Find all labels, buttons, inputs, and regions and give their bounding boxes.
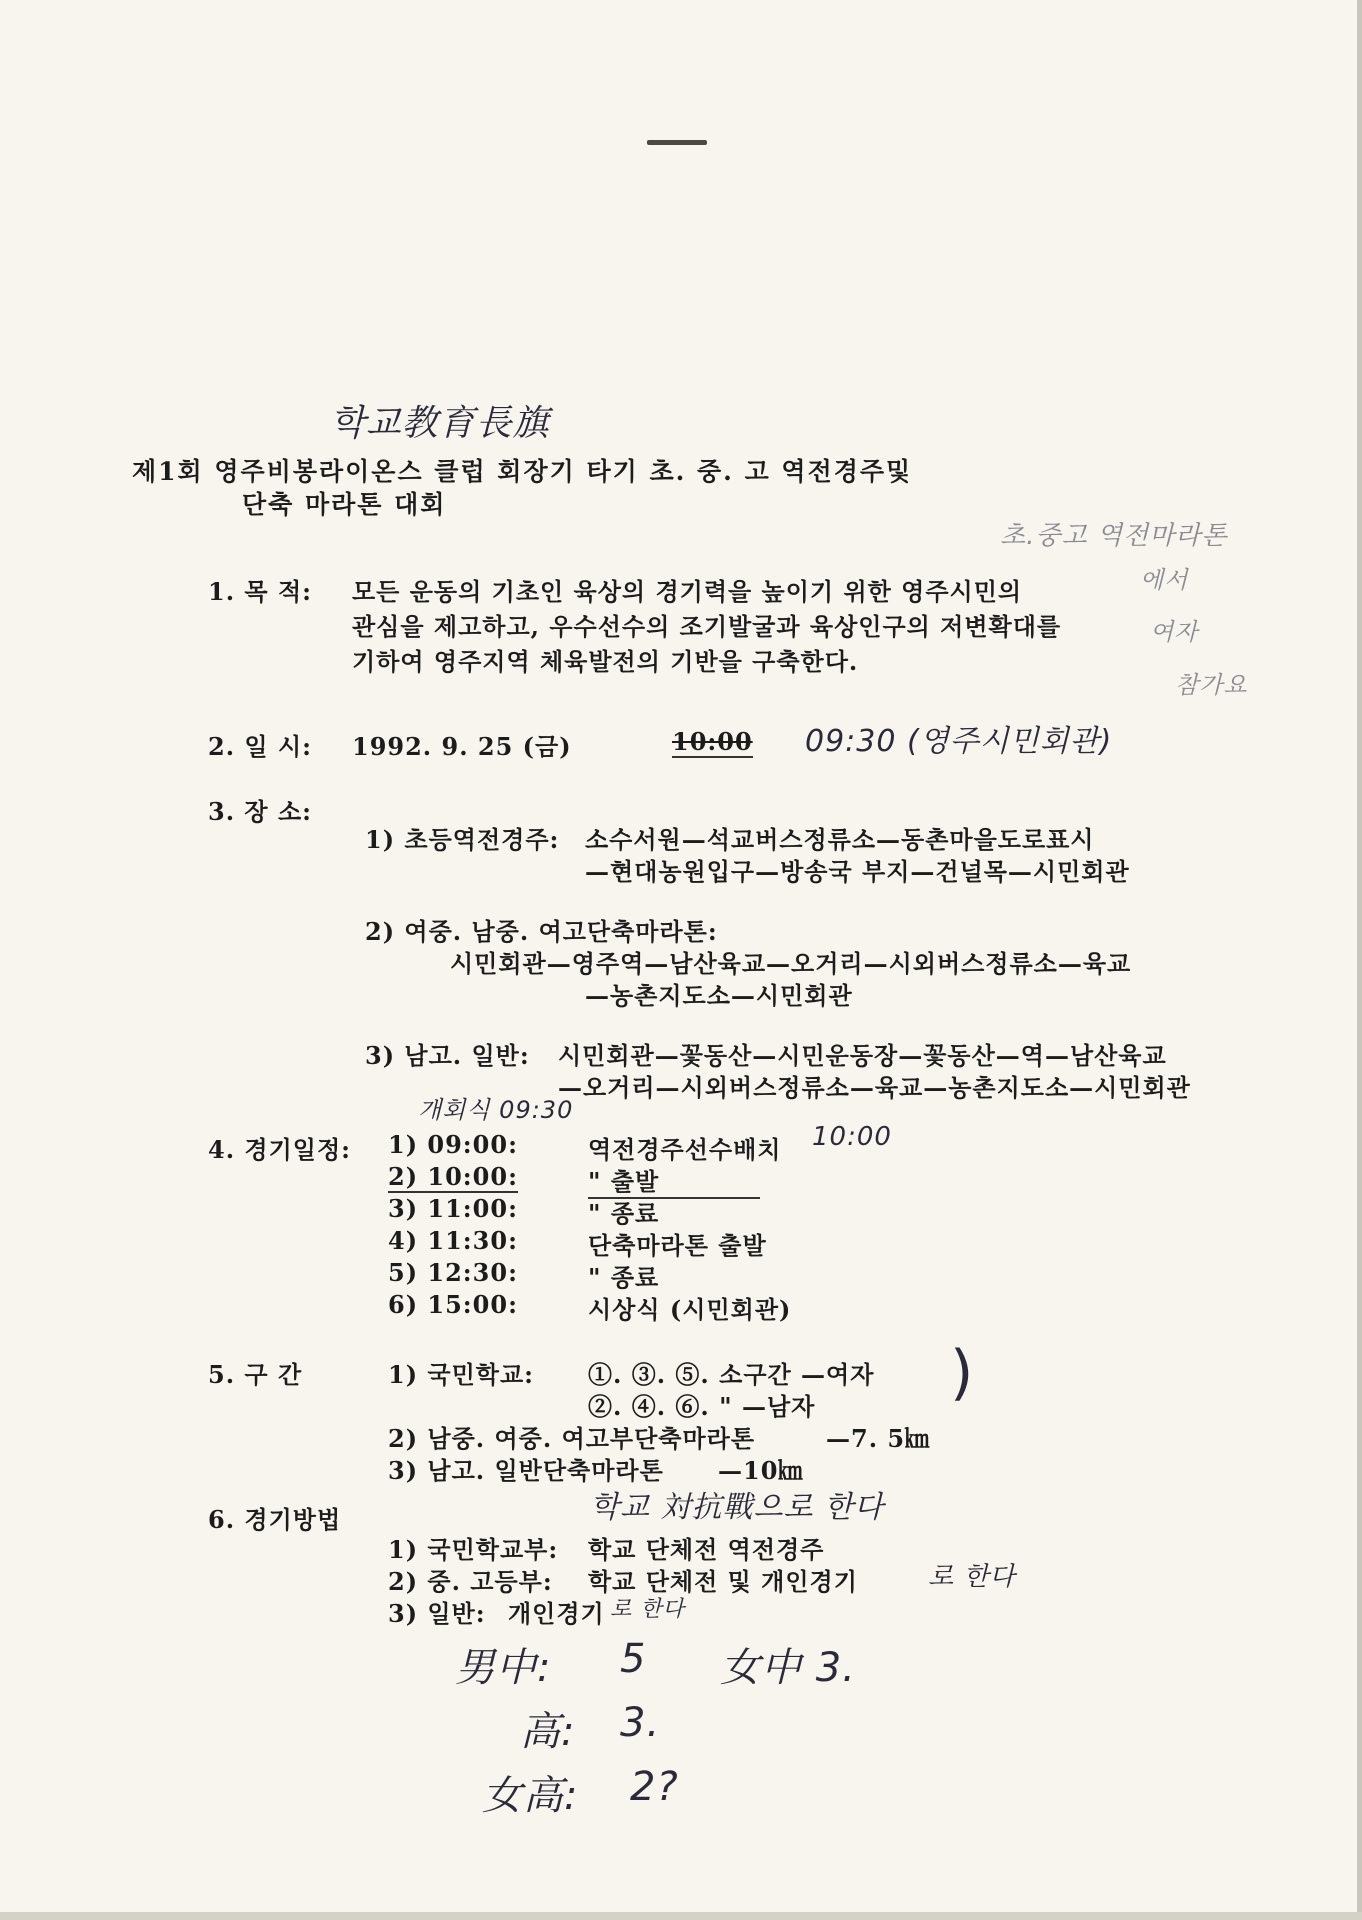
- interval-row-3-text: —7. 5㎞: [826, 1424, 931, 1453]
- schedule-row-1-text: 역전경주선수배치: [588, 1135, 782, 1164]
- section-3-item1-line1: 소수서원—석교버스정류소—동촌마을도로표시: [585, 825, 1095, 854]
- staple-mark: [647, 140, 707, 145]
- tally-row-3-value: 2?: [630, 1764, 679, 1810]
- schedule-row-4-text: 단축마라톤 출발: [588, 1231, 767, 1260]
- section-3-item3-head: 3) 남고. 일반:: [365, 1041, 530, 1070]
- section-3-item2-line1: 시민회관—영주역—남산육교—오거리—시외버스정류소—육교: [450, 949, 1132, 978]
- handwritten-brace: ): [950, 1338, 975, 1408]
- schedule-row-5-time: 5) 12:30:: [388, 1258, 518, 1287]
- method-row-3-head: 3) 일반:: [388, 1599, 486, 1628]
- section-3-item2-head: 2) 여중. 남중. 여고단축마라톤:: [365, 917, 718, 946]
- schedule-row-3-text: " 종료: [588, 1199, 660, 1228]
- interval-row-2-text: ②. ④. ⑥. " —남자: [588, 1392, 816, 1421]
- section-2-label: 2. 일 시:: [208, 732, 312, 761]
- handwritten-margin-line4: 참가요: [1175, 671, 1248, 699]
- handwritten-s6-above: 학교 対抗戰으로 한다: [590, 1490, 884, 1525]
- section-5-label: 5. 구 간: [208, 1360, 303, 1389]
- section-3-item3-line2: —오거리—시외버스정류소—육교—농촌지도소—시민회관: [558, 1073, 1191, 1102]
- section-2-time: 10:00: [672, 727, 753, 756]
- section-3-item1-head: 1) 초등역전경주:: [365, 825, 560, 854]
- tally-row-3-label: 女高:: [482, 1773, 579, 1819]
- schedule-row-4-time: 4) 11:30:: [388, 1226, 518, 1255]
- tally-row-1-label: 男中:: [455, 1645, 552, 1691]
- section-1-line2: 관심을 제고하고, 우수선수의 조기발굴과 육상인구의 저변확대를: [352, 612, 1062, 641]
- page-edge-bottom: [0, 1912, 1362, 1920]
- method-row-2-head: 2) 중. 고등부:: [388, 1567, 553, 1596]
- tally-row-2-label: 高:: [520, 1709, 576, 1755]
- section-3-label: 3. 장 소:: [208, 797, 312, 826]
- schedule-row-6-time: 6) 15:00:: [388, 1290, 518, 1319]
- section-6-label: 6. 경기방법: [208, 1505, 342, 1534]
- interval-row-1-text: ①. ③. ⑤. 소구간 —여자: [588, 1360, 875, 1389]
- interval-row-1-head: 1) 국민학교:: [388, 1360, 535, 1389]
- schedule-row-2-time: 2) 10:00:: [388, 1162, 518, 1191]
- page-edge-right: [1357, 0, 1362, 1920]
- interval-row-4-head: 3) 남고. 일반단축마라톤: [388, 1456, 664, 1485]
- section-3-item3-line1: 시민회관—꽃동산—시민운동장—꽃동산—역—남산육교: [558, 1041, 1167, 1070]
- handwritten-margin-line2: 에서: [1140, 566, 1189, 594]
- interval-row-4-text: —10㎞: [718, 1456, 804, 1485]
- handwritten-s6-r3-suffix: 로 한다: [610, 1597, 685, 1622]
- page-title-line1: 제1회 영주비봉라이온스 클럽 회장기 타기 초. 중. 고 역전경주및: [132, 457, 913, 486]
- section-1-line3: 기하여 영주지역 체육발전의 기반을 구축한다.: [352, 647, 859, 676]
- handwritten-s4-note: 10:00: [812, 1122, 892, 1152]
- section-1-line1: 모든 운동의 기초인 육상의 경기력을 높이기 위한 영주시민의: [352, 577, 1023, 606]
- method-row-1-text: 학교 단체전 역전경주: [588, 1535, 825, 1564]
- tally-row-1-value: 5: [620, 1636, 647, 1682]
- tally-row-2-value: 3.: [620, 1700, 661, 1746]
- section-3-item1-line2: —현대농원입구—방송국 부지—건널목—시민회관: [585, 857, 1130, 886]
- section-1-label: 1. 목 적:: [208, 577, 312, 606]
- section-3-item2-line2: —농촌지도소—시민회관: [585, 981, 853, 1010]
- handwritten-margin-line1: 초.중고 역전마라톤: [1000, 521, 1228, 551]
- schedule-row-3-time: 3) 11:00:: [388, 1194, 518, 1223]
- method-row-2-text: 학교 단체전 및 개인경기: [588, 1567, 858, 1596]
- handwritten-time-note: 09:30 (영주시민회관): [805, 724, 1113, 759]
- schedule-row-2-text: " 출발: [588, 1162, 760, 1199]
- schedule-row-6-text: 시상식 (시민회관): [588, 1295, 792, 1324]
- interval-row-3-head: 2) 남중. 여중. 여고부단축마라톤: [388, 1424, 756, 1453]
- method-row-1-head: 1) 국민학교부:: [388, 1535, 559, 1564]
- handwritten-margin-line3: 여자: [1150, 618, 1199, 646]
- handwritten-s6-r2-suffix: 로 한다: [928, 1562, 1016, 1592]
- schedule-row-1-time: 1) 09:00:: [388, 1130, 518, 1159]
- section-4-label: 4. 경기일정:: [208, 1135, 352, 1164]
- method-row-3-text: 개인경기: [508, 1599, 605, 1628]
- handwritten-title-note: 학교教育長旗: [330, 403, 550, 444]
- schedule-row-5-text: " 종료: [588, 1263, 660, 1292]
- tally-row-1-extra: 女中 3.: [720, 1645, 856, 1691]
- section-2-date: 1992. 9. 25 (금): [352, 732, 572, 761]
- page-title-line2: 단축 마라톤 대회: [242, 490, 447, 519]
- handwritten-s4-above: 개회식 09:30: [418, 1096, 574, 1124]
